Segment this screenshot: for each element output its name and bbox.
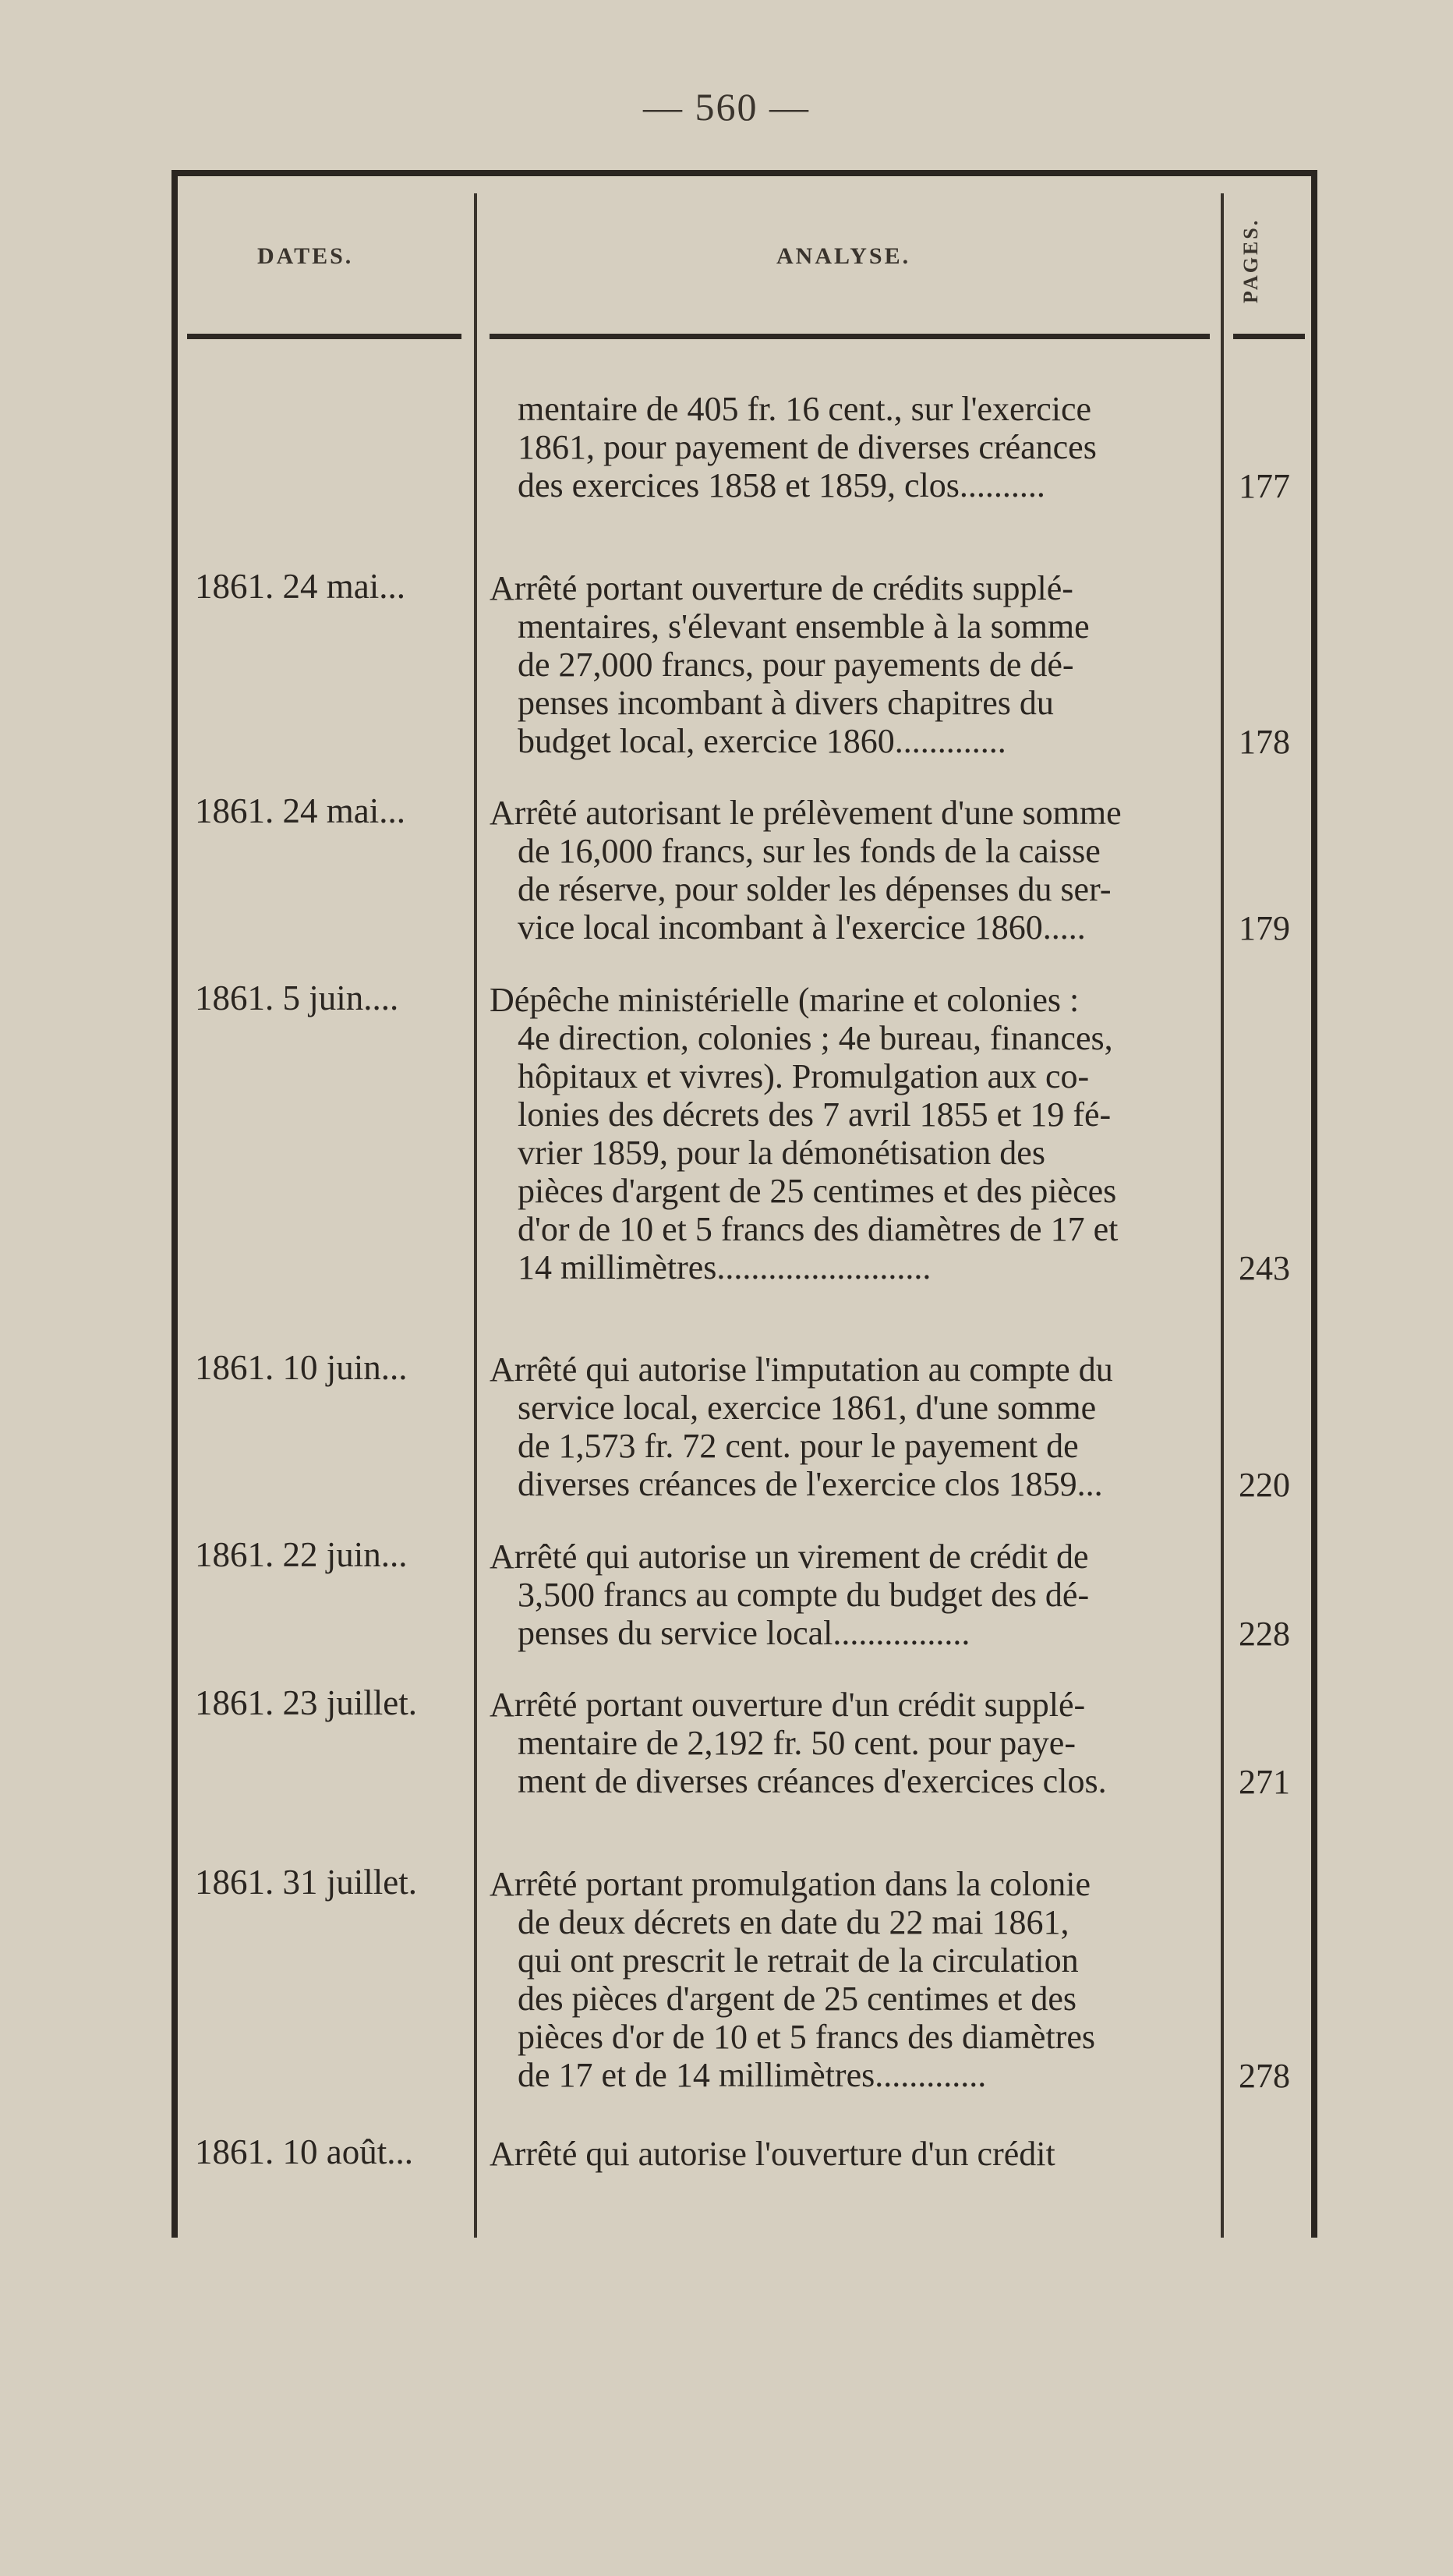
entry-text-line: diverses créances de l'exercice clos 1859... [518, 1465, 1103, 1503]
entry-text-line: d'or de 10 et 5 francs des diamètres de 17 et [518, 1210, 1119, 1248]
entry-page-number: 271 [1239, 1763, 1290, 1801]
entry-text-line: 3,500 francs au compte du budget des dé- [518, 1576, 1090, 1614]
entry-date: 1861. 24 mai... [195, 791, 405, 830]
entry-text-line: pièces d'or de 10 et 5 francs des diamètres [518, 2018, 1095, 2056]
entry-text-line: de 27,000 francs, pour payements de dé- [518, 646, 1074, 684]
column-divider-pages [1221, 193, 1224, 2238]
entry-text-line: vrier 1859, pour la démonétisation des [518, 1134, 1045, 1172]
entry-text-line: de 1,573 fr. 72 cent. pour le payement de [518, 1427, 1079, 1465]
entry-text-line: ment de diverses créances d'exercices clos. [518, 1762, 1107, 1800]
entry-date: 1861. 5 juin.... [195, 978, 399, 1017]
entry-page-number: 177 [1239, 467, 1290, 505]
entry-text-line: de deux décrets en date du 22 mai 1861, [518, 1903, 1069, 1941]
entry-text-line: 4e direction, colonies ; 4e bureau, finances, [518, 1019, 1113, 1057]
column-divider-dates [474, 193, 477, 2238]
entry-text-line: des exercices 1858 et 1859, clos.......... [518, 466, 1045, 504]
entry-text-line: 1861, pour payement de diverses créances [518, 428, 1097, 466]
entry-page-number: 243 [1239, 1249, 1290, 1287]
entry-text-line: lonies des décrets des 7 avril 1855 et 19 fé- [518, 1095, 1112, 1134]
entry-page-number: 228 [1239, 1615, 1290, 1653]
header-rule-pages [1233, 334, 1305, 339]
entry-date: 1861. 10 juin... [195, 1348, 408, 1387]
column-header-analyse: ANALYSE. [776, 243, 911, 269]
column-header-dates: DATES. [257, 243, 354, 269]
entry-text-line: hôpitaux et vivres). Promulgation aux co- [518, 1057, 1090, 1095]
page-number: — 560 — [643, 85, 810, 129]
header-rule-dates [187, 334, 461, 339]
entry-text-line: qui ont prescrit le retrait de la circulation [518, 1941, 1079, 1980]
entry-text-line: mentaires, s'élevant ensemble à la somme [518, 607, 1090, 646]
column-header-pages: PAGES. [1239, 218, 1262, 303]
entry-text-line: Arrêté portant ouverture de crédits supplé- [490, 569, 1073, 607]
entry-text-line: Arrêté qui autorise l'ouverture d'un crédit [490, 2135, 1055, 2173]
entry-date: 1861. 24 mai... [195, 567, 405, 606]
entry-text-line: Dépêche ministérielle (marine et colonies : [490, 981, 1080, 1019]
entry-text-line: 14 millimètres......................... [518, 1248, 932, 1286]
entry-text-line: Arrêté qui autorise un virement de crédit de [490, 1537, 1089, 1576]
entry-text-line: penses incombant à divers chapitres du [518, 684, 1054, 722]
entry-text-line: mentaire de 405 fr. 16 cent., sur l'exercice [518, 390, 1092, 428]
entry-text-line: Arrêté qui autorise l'imputation au compte du [490, 1350, 1113, 1389]
entry-page-number: 178 [1239, 723, 1290, 761]
entry-text-line: budget local, exercice 1860............. [518, 722, 1006, 760]
entry-text-line: de 16,000 francs, sur les fonds de la caisse [518, 832, 1101, 870]
entry-text-line: Arrêté portant promulgation dans la colonie [490, 1865, 1091, 1903]
entry-text-line: vice local incombant à l'exercice 1860..... [518, 908, 1086, 947]
entry-date: 1861. 31 juillet. [195, 1863, 417, 1902]
entry-text-line: des pièces d'argent de 25 centimes et des [518, 1980, 1076, 2018]
entry-text-line: service local, exercice 1861, d'une somme [518, 1389, 1097, 1427]
entry-page-number: 278 [1239, 2057, 1290, 2095]
entry-date: 1861. 10 août... [195, 2132, 413, 2171]
entry-text-line: de 17 et de 14 millimètres............. [518, 2056, 987, 2094]
entry-text-line: pièces d'argent de 25 centimes et des pièces [518, 1172, 1117, 1210]
entry-text-line: Arrêté autorisant le prélèvement d'une somme [490, 794, 1122, 832]
entry-text-line: Arrêté portant ouverture d'un crédit supplé- [490, 1686, 1086, 1724]
header-rule-analyse [490, 334, 1210, 339]
entry-date: 1861. 22 juin... [195, 1535, 408, 1574]
entry-date: 1861. 23 juillet. [195, 1683, 417, 1722]
entry-page-number: 179 [1239, 909, 1290, 947]
entry-text-line: de réserve, pour solder les dépenses du ser- [518, 870, 1112, 908]
entry-text-line: penses du service local................ [518, 1614, 970, 1652]
entry-page-number: 220 [1239, 1466, 1290, 1504]
entry-text-line: mentaire de 2,192 fr. 50 cent. pour paye- [518, 1724, 1076, 1762]
